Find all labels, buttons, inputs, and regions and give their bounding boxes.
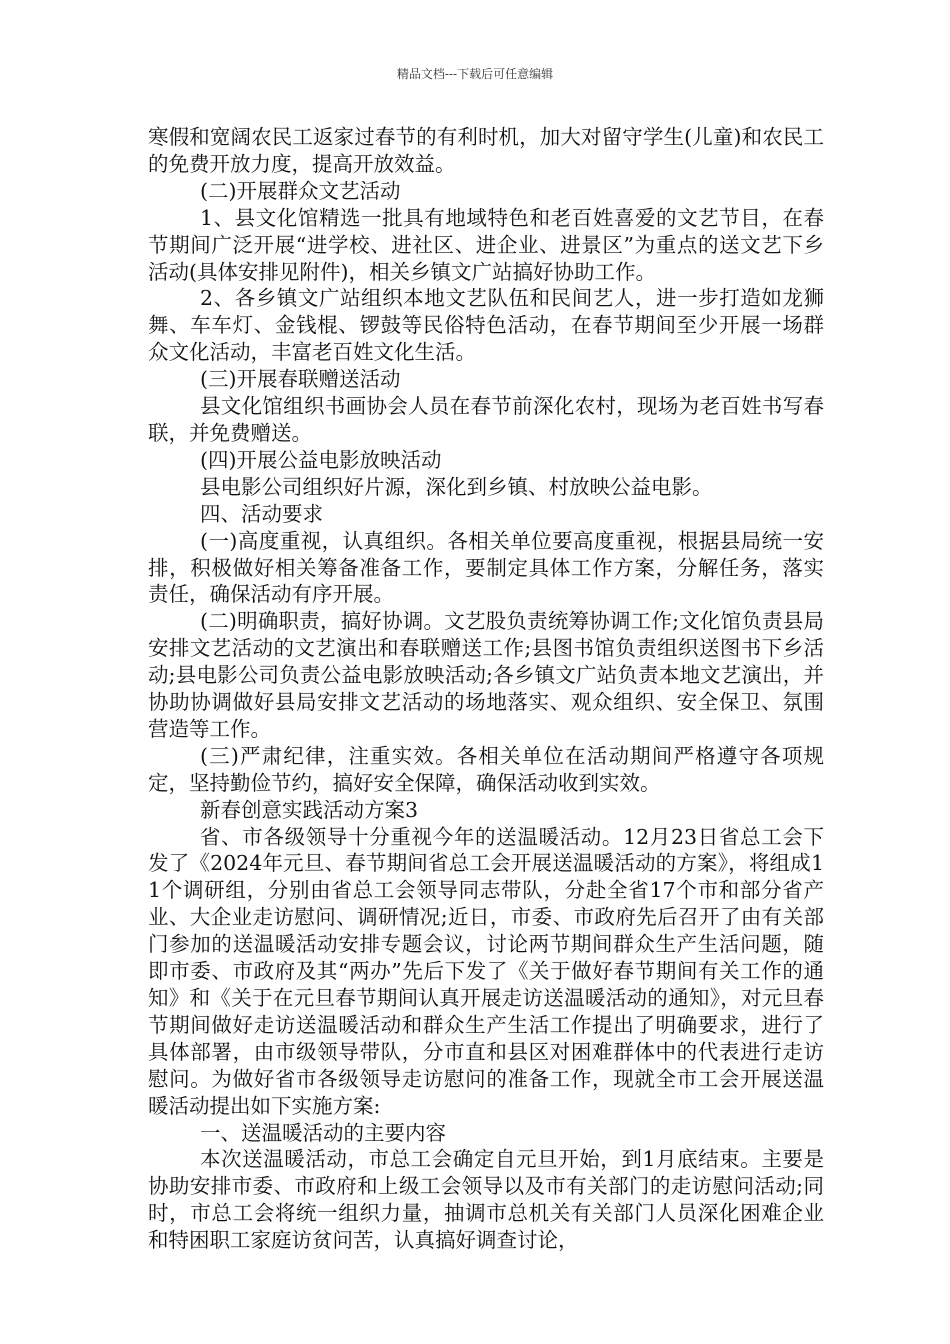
- section-heading: (三)开展春联赠送活动: [200, 367, 401, 392]
- section-heading: (二)开展群众文艺活动: [200, 178, 401, 203]
- section-heading: 四、活动要求: [200, 501, 323, 526]
- paragraph: 寒假和宽阔农民工返家过春节的有利时机，加大对留守学生(儿童)和农民工的免费开放力度，提高开放效益。: [148, 125, 824, 176]
- paragraph: (三)严肃纪律，注重实效。各相关单位在活动期间严格遵守各项规定，坚持勤俭节约，搞好安全保障，确保活动收到实效。: [148, 743, 824, 795]
- paragraph: 2、各乡镇文广站组织本地文艺队伍和民间艺人，进一步打造如龙狮舞、车车灯、金钱棍、锣鼓等民俗特色活动，在春节期间至少开展一场群众文化活动，丰富老百姓文化生活。: [148, 286, 824, 365]
- section-heading: 一、送温暖活动的主要内容: [200, 1120, 446, 1145]
- page-header: 精品文档---下载后可任意编辑: [396, 67, 554, 81]
- section-heading: (四)开展公益电影放映活动: [200, 447, 442, 472]
- document-subtitle: 新春创意实践活动方案3: [200, 797, 419, 822]
- paragraph: 县文化馆组织书画协会人员在春节前深化农村，现场为老百姓书写春联，并免费赠送。: [148, 394, 824, 445]
- paragraph: 本次送温暖活动，市总工会确定自元旦开始，到1月底结束。主要是协助安排市委、市政府和上级工会领导以及市有关部门的走访慰问活动;同时，市总工会将统一组织力量，抽调市总机关有关部门人员深化困难企业和特困职工家庭访贫问苦，认真搞好调查讨论，: [148, 1147, 824, 1253]
- paragraph: (一)高度重视，认真组织。各相关单位要高度重视，根据县局统一安排，积极做好相关筹备准备工作，要制定具体工作方案，分解任务，落实责任，确保活动有序开展。: [148, 528, 824, 607]
- document-body: [148, 124, 824, 1254]
- paragraph: 省、市各级领导十分重视今年的送温暖活动。12月23日省总工会下发了《2024年元旦、春节期间省总工会开展送温暖活动的方案》，将组成11个调研组，分别由省总工会领导同志带队，分赴全省17个市和部分省产业、大企业走访慰问、调研情况;近日，市委、市政府先后召开了由有关部门参加的送温暖活动安排专题会议，讨论两节期间群众生产生活问题，随即市委、市政府及其“两办”先后下发了《关于做好春节期间有关工作的通知》和《关于在元旦春节期间认真开展走访送温暖活动的通知》，对元旦春节期间做好走访送温暖活动和群众生产生活工作提出了明确要求，进行了具体部署，由市级领导带队，分市直和县区对困难群体中的代表进行走访慰问。为做好省市各级领导走访慰问的准备工作，现就全市工会开展送温暖活动提出如下实施方案:: [148, 824, 824, 1118]
- paragraph: (二)明确职责，搞好协调。文艺股负责统筹协调工作;文化馆负责县局安排文艺活动的文艺演出和春联赠送工作;县图书馆负责组织送图书下乡活动;县电影公司负责公益电影放映活动;各乡镇文广站负责本地文艺演出，并协助协调做好县局安排文艺活动的场地落实、观众组织、安全保卫、氛围营造等工作。: [148, 609, 824, 741]
- paragraph: 1、县文化馆精选一批具有地域特色和老百姓喜爱的文艺节目，在春节期间广泛开展“进学校、进社区、进企业、进景区”为重点的送文艺下乡活动(具体安排见附件)，相关乡镇文广站搞好协助工作。: [148, 205, 824, 284]
- paragraph: 县电影公司组织好片源，深化到乡镇、村放映公益电影。: [200, 474, 713, 499]
